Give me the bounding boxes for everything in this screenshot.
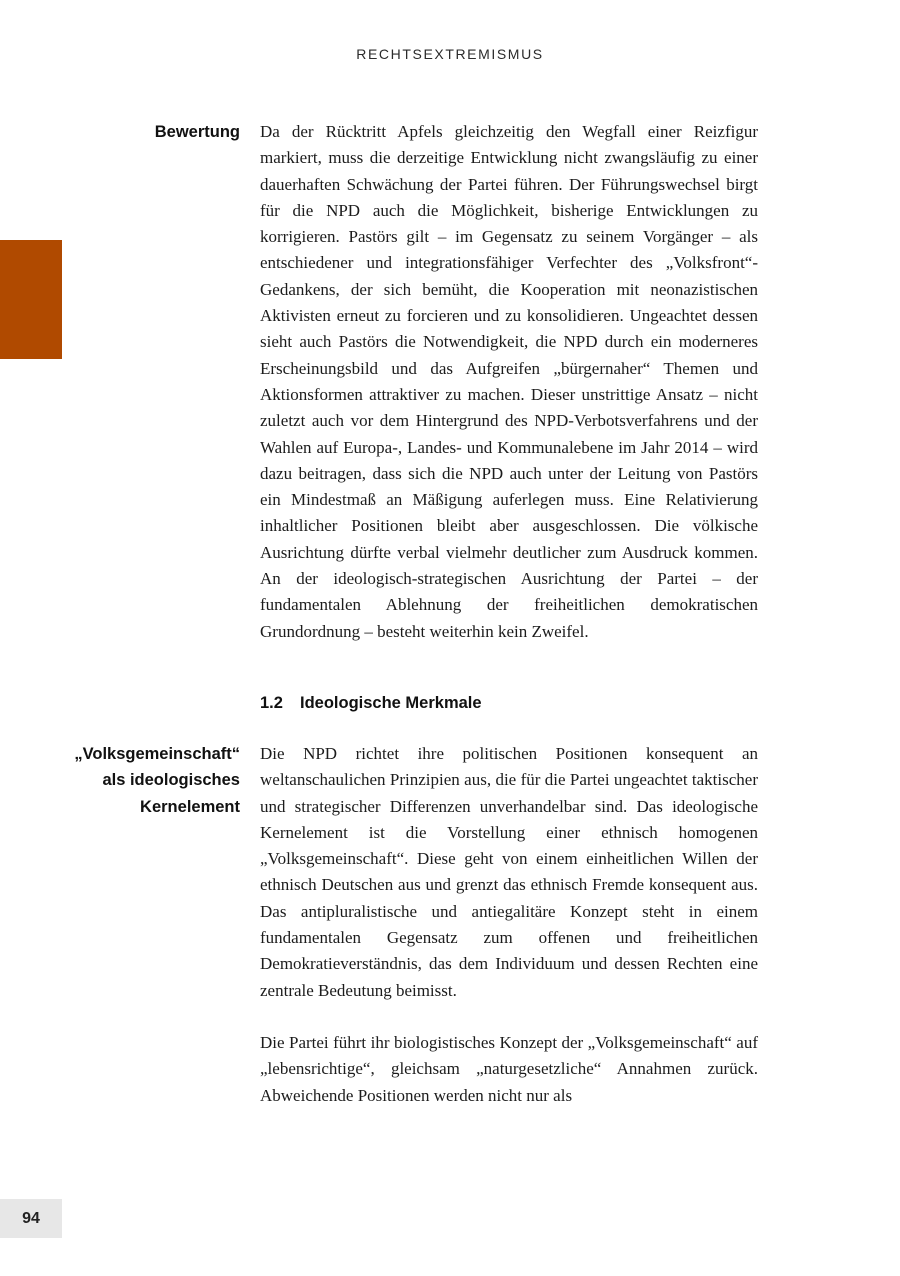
paragraph-bewertung: Da der Rücktritt Apfels gleichzeitig den Wegfall einer Reizfigur markiert, muss die derzeitige Entwicklung nicht zwangsläufig zu einer dauerhaften Schwächung der Partei führen. Der Führungswechsel birgt für die NPD auch die Möglichkeit, bisherige Entwicklungen zu korrigieren. Pastörs gilt – im Gegensatz zu seinem Vorgänger – als entschiedener und integrationsfähiger Verfechter des „Volksfront“-Gedankens, der sich bemüht, die Kooperation mit neonazistischen Aktivisten erneut zu forcieren und zu konsolidieren. Ungeachtet dessen sieht auch Pastörs die Notwendigkeit, die NPD durch ein moderneres Erscheinungsbild und das Aufgreifen „bürgernaher“ Themen und Aktionsformen attraktiver zu machen. Dieser unstrittige Ansatz – nicht zuletzt auch vor dem Hintergrund des NPD-Verbotsverfahrens und der Wahlen auf Europa-, Landes- und Kommunalebene im Jahr 2014 – wird dazu beitragen, dass sich die NPD auch unter der Leitung von Pastörs ein Mindestmaß an Mäßigung auferlegen muss. Eine Relativierung inhaltlicher Positionen bleibt aber ausgeschlossen. Die völkische Ausrichtung dürfte verbal vielmehr deutlicher zum Ausdruck kommen. An der ideologisch-strategischen Ausrichtung der Partei – der fundamentalen Ablehnung der freiheitlichen demokratischen Grundordnung – besteht weiterhin kein Zweifel. [260, 122, 758, 641]
section-bewertung [70, 119, 778, 645]
margin-label-line-3: Kernelement [140, 797, 240, 816]
page-number-box [0, 1199, 62, 1238]
section-heading-number: 1.2 [260, 693, 283, 712]
margin-label-line-1: „Volksgemeinschaft“ [74, 744, 240, 763]
paragraph-volksgemeinschaft-2: Die Partei führt ihr biologistisches Konzept der „Volksgemeinschaft“ auf „lebensrichtige“, gleichsam „naturgesetzliche“ Annahmen zurück. Abweichende Positionen werden nicht nur als [260, 1032, 758, 1105]
text-column [260, 741, 758, 1109]
section-heading-1-2 [260, 690, 758, 716]
section-heading-title: Ideologische Merkmale [300, 693, 482, 712]
margin-label-line-2: als ideologisches [102, 771, 240, 790]
margin-column [70, 741, 260, 820]
margin-label-bewertung: Bewertung [154, 123, 240, 141]
page-number: 94 [22, 1209, 40, 1227]
page-content [70, 119, 778, 1109]
paragraph-volksgemeinschaft-1: Die NPD richtet ihre politischen Positionen konsequent an weltanschaulichen Prinzipien aus, die für die Partei ungeachtet taktischer und strategischer Differenzen unverhandelbar sind. Das ideologische Kernelement ist die Vorstellung einer ethnisch homogenen „Volksgemeinschaft“. Diese geht von einem einheitlichen Willen der ethnisch Deutschen aus und grenzt das ethnisch Fremde konsequent aus. Das antipluralistische und antiegalitäre Konzept steht in einem fundamentalen Gegensatz zum offenen und freiheitlichen Demokratieverständnis, das dem Individuum und dessen Rechten eine zentrale Bedeutung beimisst. [260, 743, 758, 1000]
text-column [260, 119, 758, 645]
section-heading-row [70, 690, 778, 716]
text-column [260, 690, 758, 716]
running-header: RECHTSEXTREMISMUS [356, 46, 544, 62]
section-ideologische-merkmale [70, 741, 778, 1109]
margin-label-volksgemeinschaft [70, 741, 240, 820]
margin-column [70, 119, 260, 145]
chapter-tab-marker [0, 240, 62, 359]
